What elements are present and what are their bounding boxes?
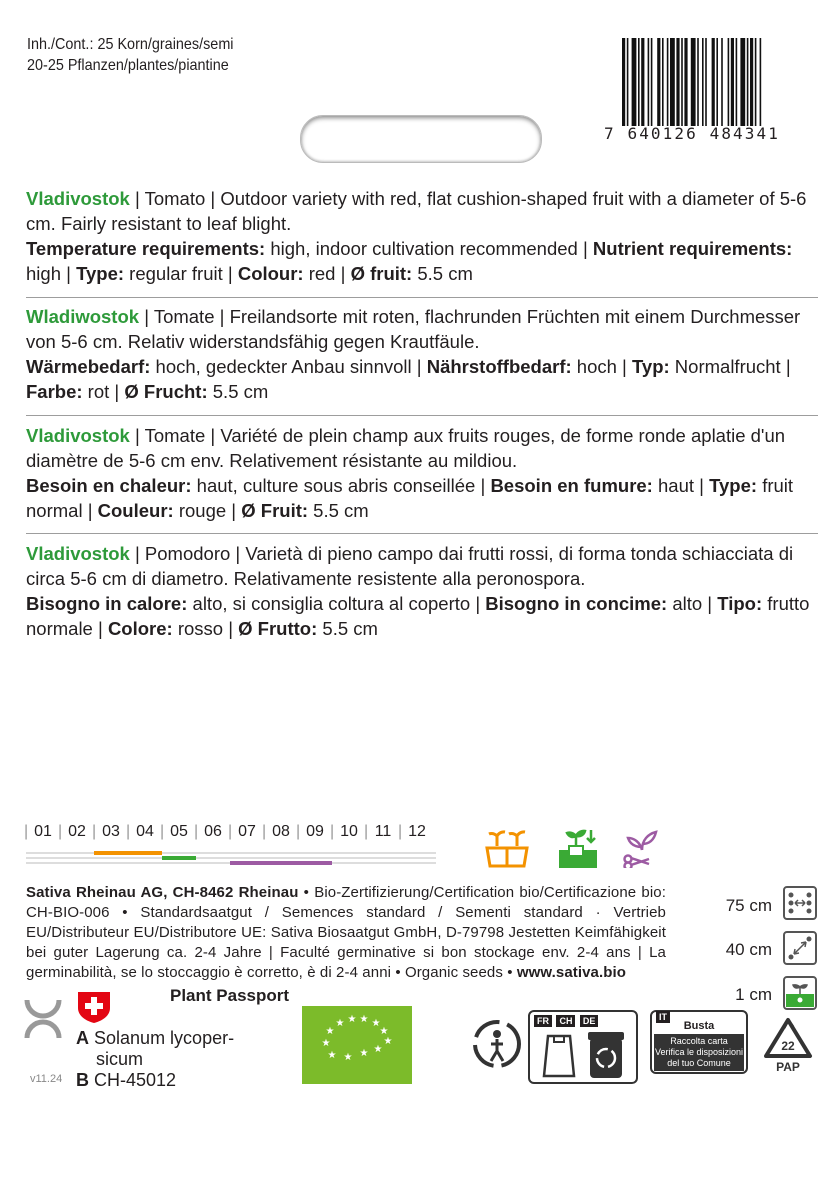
field-label: Bisogno in calore:	[26, 593, 188, 614]
month-label: | 10	[332, 823, 366, 841]
eu-star: ★	[321, 1038, 331, 1049]
field-value: high |	[26, 263, 77, 284]
field-label: Type:	[76, 263, 125, 284]
description-english	[26, 186, 816, 286]
swiss-flag-icon	[76, 990, 112, 1024]
version-label: v11.24	[30, 1073, 63, 1085]
field-value: 5.5 cm	[308, 500, 369, 521]
company-name: Sativa Rheinau AG, CH-8462 Rheinau	[26, 884, 299, 901]
contents-line: Inh./Cont.: 25 Korn/graines/semi	[27, 36, 234, 53]
field-value: alto |	[667, 593, 718, 614]
growing-calendar	[26, 823, 436, 841]
month-label: | 01	[26, 823, 60, 841]
eu-star: ★	[383, 1036, 393, 1047]
barcode-bar	[641, 38, 644, 126]
field-label: Bisogno in concime:	[485, 593, 668, 614]
sowing-indoor-period-bar	[94, 851, 162, 855]
variety-intro: | Pomodoro | Varietà di pieno campo dai frutti rossi, di forma tonda schiacciata di circa 5-6 cm di diametro. Relativamente resistente alla peronospora.	[26, 543, 794, 589]
variety-name: Vladivostok	[26, 543, 130, 564]
month-label: | 06	[196, 823, 230, 841]
month-label: | 12	[400, 823, 434, 841]
barcode-bar	[670, 38, 675, 126]
divider	[26, 415, 818, 416]
field-value: red |	[303, 263, 351, 284]
barcode-bar	[684, 38, 687, 126]
barcode-bar	[736, 38, 738, 126]
barcode-bar	[731, 38, 734, 126]
field-value: 5.5 cm	[317, 618, 378, 639]
month-label: | 02	[60, 823, 94, 841]
barcode-bar	[705, 38, 707, 126]
eu-star: ★	[347, 1014, 357, 1025]
company-info	[26, 883, 666, 983]
eu-star: ★	[335, 1018, 345, 1029]
field-b-label: B	[76, 1070, 89, 1090]
field-label: Ø Frutto:	[238, 618, 318, 639]
row-spacing-icon	[783, 886, 817, 920]
description-german	[26, 304, 816, 404]
divider	[26, 533, 818, 534]
variety-intro: | Tomate | Variété de plein champ aux fruits rouges, de forme ronde aplatie d'un diamètre de 5-6 cm env. Relativement résistante au mildiou.	[26, 425, 786, 471]
variety-name: Vladivostok	[26, 188, 130, 209]
field-label: Nutrient requirements:	[592, 238, 793, 259]
month-label: | 04	[128, 823, 162, 841]
month-label: | 11	[366, 823, 400, 841]
barcode-bar	[627, 38, 629, 126]
barcode-bar	[755, 38, 757, 126]
field-label: Besoin en fumure:	[490, 475, 653, 496]
barcode-bar	[750, 38, 753, 126]
eu-star: ★	[373, 1044, 383, 1055]
botanical-name: Solanum lycoper-	[94, 1028, 235, 1048]
barcode-bar	[760, 38, 762, 126]
barcode-bar	[728, 38, 730, 126]
barcode-bar	[712, 38, 715, 126]
hang-hole	[300, 115, 542, 163]
field-value: frutto normale |	[26, 593, 810, 639]
field-label: Farbe:	[26, 381, 83, 402]
description-french	[26, 423, 816, 523]
barcode-bar	[740, 38, 745, 126]
eu-star: ★	[379, 1026, 389, 1037]
barcode-bar	[702, 38, 704, 126]
field-label: Couleur:	[97, 500, 174, 521]
recycle-bin-icon	[586, 1028, 626, 1080]
barcode-bar	[622, 38, 625, 126]
plant-passport-details	[76, 1028, 234, 1091]
month-label: | 08	[264, 823, 298, 841]
barcode-bar	[681, 38, 683, 126]
field-label: Type:	[709, 475, 758, 496]
barcode-bar	[651, 38, 653, 126]
barcode-bar	[667, 38, 669, 126]
italy-line: Verifica le disposizioni	[654, 1047, 744, 1057]
field-value: regular fruit |	[124, 263, 238, 284]
field-value: hoch, gedeckter Anbau sinnvoll |	[150, 356, 427, 377]
field-label: Besoin en chaleur:	[26, 475, 192, 496]
field-label: Ø Fruit:	[241, 500, 309, 521]
field-label: Ø fruit:	[350, 263, 413, 284]
harvest-scissors-icon	[622, 824, 668, 868]
tag-fr: FR	[534, 1015, 552, 1027]
field-value: fruit normal |	[26, 475, 794, 521]
eu-star: ★	[343, 1052, 353, 1063]
month-label: | 03	[94, 823, 128, 841]
barcode-bar	[662, 38, 664, 126]
field-value: haut |	[652, 475, 710, 496]
producer-code: CH-45012	[94, 1070, 177, 1090]
tag-de: DE	[580, 1015, 599, 1027]
barcode-bar	[638, 38, 640, 126]
pap-recycling-icon	[758, 1016, 818, 1074]
barcode-bar	[716, 38, 718, 126]
plants-line: 20-25 Pflanzen/plantes/piantine	[27, 57, 229, 74]
eu-star: ★	[325, 1026, 335, 1037]
eu-star: ★	[327, 1050, 337, 1061]
field-label: Typ:	[631, 356, 670, 377]
month-label: | 09	[298, 823, 332, 841]
plant-passport-arc-icon	[24, 996, 62, 1064]
description-italian	[26, 541, 816, 641]
company-details: • Bio-Zertifizierung/Certification bio/Certificazione bio: CH-BIO-006 • Standardsaatgut / Semences standard / Sementi standard · Vertrieb EU/Distributeur EU/Distributore UE: Sativa Biosaatgut GmbH, D-79798 Jestetten Keimfähigkeit bei guter Lagerung ca. 2-4 Jahre | Faculté germinative si bon stockage env. 2-4 ans | La germinabilità, se lo stoccaggio è corretto, è di 2-4 anni • Organic seeds •	[26, 884, 666, 981]
field-value: rot |	[82, 381, 125, 402]
field-label: Wärmebedarf:	[26, 356, 151, 377]
barcode-bar	[676, 38, 679, 126]
italy-line: Raccolta carta	[670, 1036, 728, 1046]
harvest-period-bar	[230, 861, 332, 865]
field-value: rouge |	[173, 500, 242, 521]
paper-bag-icon	[542, 1032, 576, 1078]
italy-line: del tuo Comune	[667, 1058, 731, 1068]
field-value: haut, culture sous abris conseillée |	[191, 475, 491, 496]
field-a-label: A	[76, 1028, 89, 1048]
month-labels	[26, 823, 436, 841]
triman-recycling-icon	[470, 1018, 524, 1070]
variety-name: Vladivostok	[26, 425, 130, 446]
field-value: rosso |	[172, 618, 239, 639]
eu-star: ★	[371, 1018, 381, 1029]
field-value: hoch |	[571, 356, 632, 377]
barcode-icon	[622, 38, 818, 126]
eu-organic-logo-icon	[302, 1006, 412, 1084]
website-link[interactable]: www.sativa.bio	[516, 964, 627, 981]
field-label: Colore:	[107, 618, 173, 639]
italy-disposal-box	[650, 1010, 748, 1074]
field-label: Ø Frucht:	[124, 381, 208, 402]
barcode-bar	[691, 38, 696, 126]
field-label: Temperature requirements:	[26, 238, 266, 259]
month-label: | 07	[230, 823, 264, 841]
field-value: high, indoor cultivation recommended |	[265, 238, 593, 259]
sowing-depth-value: 1 cm	[735, 985, 772, 1004]
italy-title: Busta	[683, 1020, 715, 1032]
barcode-bar	[657, 38, 660, 126]
barcode-bar	[747, 38, 749, 126]
field-label: Colour:	[237, 263, 304, 284]
field-label: Nährstoffbedarf:	[426, 356, 572, 377]
tag-ch: CH	[556, 1015, 575, 1027]
field-value: 5.5 cm	[412, 263, 473, 284]
variety-intro: | Tomate | Freilandsorte mit roten, flachrunden Früchten mit einem Durchmesser von 5-6 cm. Relativ widerstandsfähig gegen Krautfäule.	[26, 306, 801, 352]
botanical-name-cont: sicum	[96, 1049, 144, 1069]
plant-passport-title: Plant Passport	[170, 986, 290, 1005]
barcode-number: 7 640126 484341	[604, 124, 780, 143]
barcode-bar	[697, 38, 699, 126]
calendar-timeline	[26, 848, 436, 868]
recycling-info-box	[528, 1010, 638, 1084]
sowing-depth-icon	[783, 976, 817, 1010]
field-value: Normalfrucht |	[669, 356, 791, 377]
variety-name: Wladiwostok	[26, 306, 140, 327]
variety-intro: | Tomato | Outdoor variety with red, flat cushion-shaped fruit with a diameter of 5-6 cm. Fairly resistant to leaf blight.	[26, 188, 807, 234]
pap-label: PAP	[776, 1060, 800, 1074]
row-spacing-value: 75 cm	[725, 896, 772, 915]
eu-star: ★	[359, 1014, 369, 1025]
plant-spacing-value: 40 cm	[725, 940, 772, 959]
barcode-bar	[721, 38, 723, 126]
barcode-bar	[648, 38, 650, 126]
field-value: alto, si consiglia coltura al coperto |	[187, 593, 486, 614]
tag-it: IT	[656, 1011, 670, 1023]
italy-instructions	[654, 1034, 744, 1071]
seedling-pot-icon	[555, 826, 601, 870]
seed-trays-icon	[484, 826, 530, 870]
month-label: | 05	[162, 823, 196, 841]
plant-spacing-icon	[783, 931, 817, 965]
field-value: 5.5 cm	[207, 381, 269, 402]
field-label: Tipo:	[717, 593, 763, 614]
package-contents	[27, 34, 234, 76]
eu-star: ★	[359, 1048, 369, 1059]
divider	[26, 297, 818, 298]
planting-out-period-bar	[162, 856, 196, 860]
pap-number: 22	[781, 1039, 795, 1053]
barcode-bar	[632, 38, 637, 126]
